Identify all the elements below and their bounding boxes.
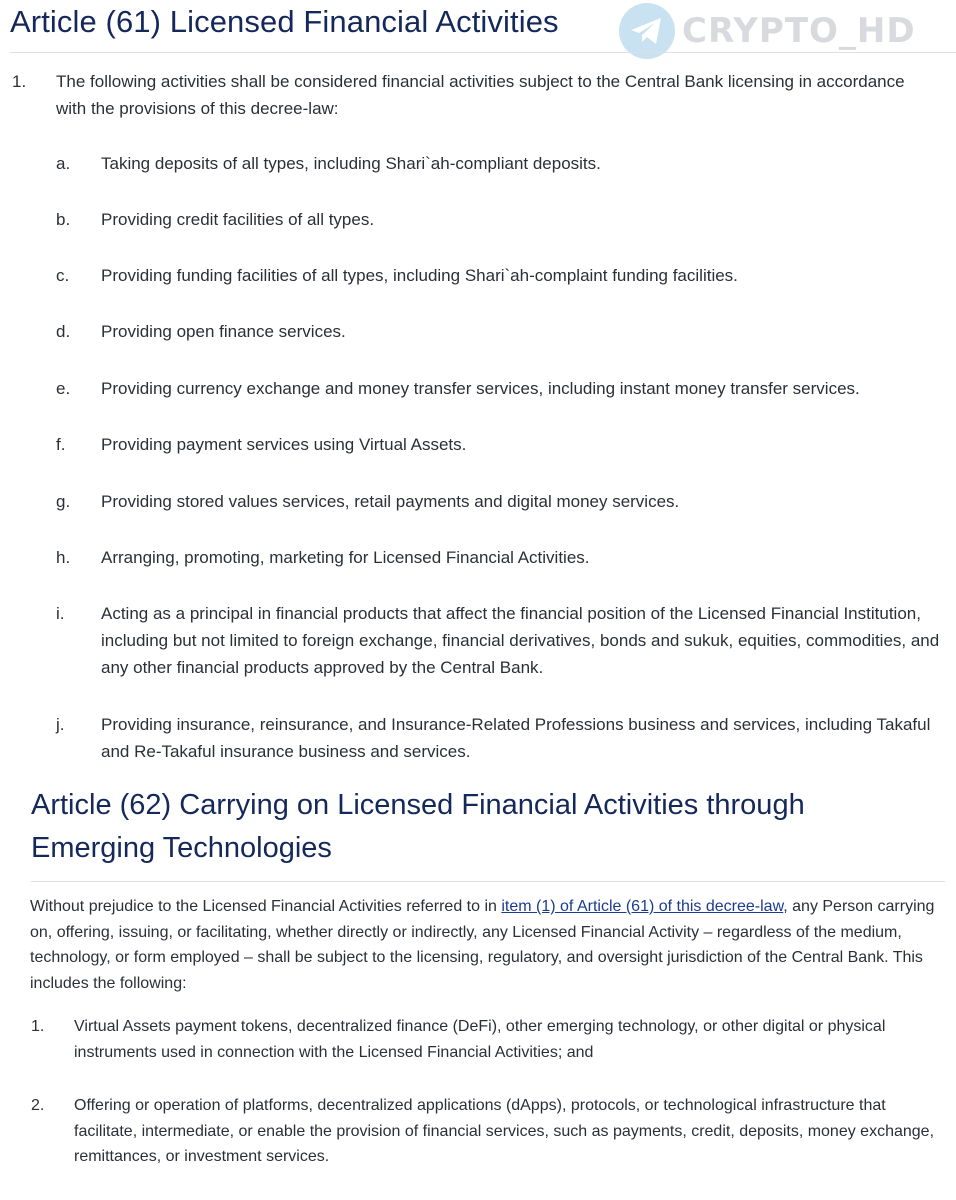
article-61-title: Article (61) Licensed Financial Activities — [10, 4, 559, 39]
sub-item-text: Providing credit facilities of all types. — [101, 210, 375, 229]
sub-item-text: Providing stored values services, retail payments and digital money services. — [101, 492, 680, 511]
divider — [10, 52, 956, 53]
item-text: The following activities shall be considered financial activities subject to the Central Bank licensing in accordance with the provisions of this decree-law: — [56, 72, 905, 118]
intro-text-after: , any Person carrying on, offering, issuing, or facilitating, whether directly or indirectly, any Licensed Financial Activity – regardless of the medium, technology, or form employed – shall be subject to the licensing, regulatory, and oversight jurisdiction of the Central Bank. This includes the following: — [30, 898, 935, 992]
sub-item-text: Providing currency exchange and money transfer services, including instant money transfer services. — [101, 379, 860, 398]
sub-item-text: Providing insurance, reinsurance, and Insurance-Related Professions business and services, including Takaful and Re-Takaful insurance business and services. — [101, 715, 931, 761]
watermark-text: CRYPTO_HD — [682, 11, 916, 51]
item-number: 1. — [31, 1018, 45, 1035]
item-text: Virtual Assets payment tokens, decentralized finance (DeFi), other emerging technology, or other digital or physical instruments used in connection with the Licensed Financial Activities; and — [74, 1018, 886, 1061]
sub-item-letter: j. — [56, 715, 65, 734]
sub-item-text: Acting as a principal in financial products that affect the financial position of the Licensed Financial Institution, including but not limited to foreign exchange, financial derivatives, bonds and sukuk, equities, commodities, and any other financial products approved by the Central Bank. — [101, 604, 940, 677]
sub-item-text: Taking deposits of all types, including Shari`ah-compliant deposits. — [101, 154, 601, 173]
item-number: 1. — [12, 72, 27, 91]
sub-item-text: Providing funding facilities of all types, including Shari`ah-complaint funding facilities. — [101, 266, 738, 285]
sub-item-letter: d. — [56, 322, 71, 341]
sub-item-letter: g. — [56, 492, 71, 511]
item-number: 2. — [31, 1097, 45, 1114]
sub-item-letter: e. — [56, 379, 71, 398]
divider — [31, 881, 945, 882]
sub-item-letter: f. — [56, 435, 66, 454]
article-61-item-1-link[interactable]: item (1) of Article (61) of this decree-law — [501, 898, 784, 915]
sub-item-letter: c. — [56, 266, 70, 285]
sub-item-letter: a. — [56, 154, 71, 173]
item-text: Offering or operation of platforms, decentralized applications (dApps), protocols, or technological infrastructure that facilitate, intermediate, or enable the provision of financial services, such as payments, credit, deposits, money exchange, remittances, or investment services. — [74, 1097, 935, 1165]
sub-item-letter: i. — [56, 604, 65, 623]
sub-item-text: Providing payment services using Virtual Assets. — [101, 435, 467, 454]
article-62-intro — [30, 894, 935, 996]
sub-item-text: Arranging, promoting, marketing for Licensed Financial Activities. — [101, 548, 590, 567]
sub-item-text: Providing open finance services. — [101, 322, 346, 341]
sub-item-letter: b. — [56, 210, 71, 229]
intro-text-before: Without prejudice to the Licensed Financial Activities referred to in — [30, 898, 502, 915]
article-62-title: Article (62) Carrying on Licensed Financial Activities through Emerging Technologies — [31, 789, 805, 864]
sub-item-letter: h. — [56, 548, 71, 567]
